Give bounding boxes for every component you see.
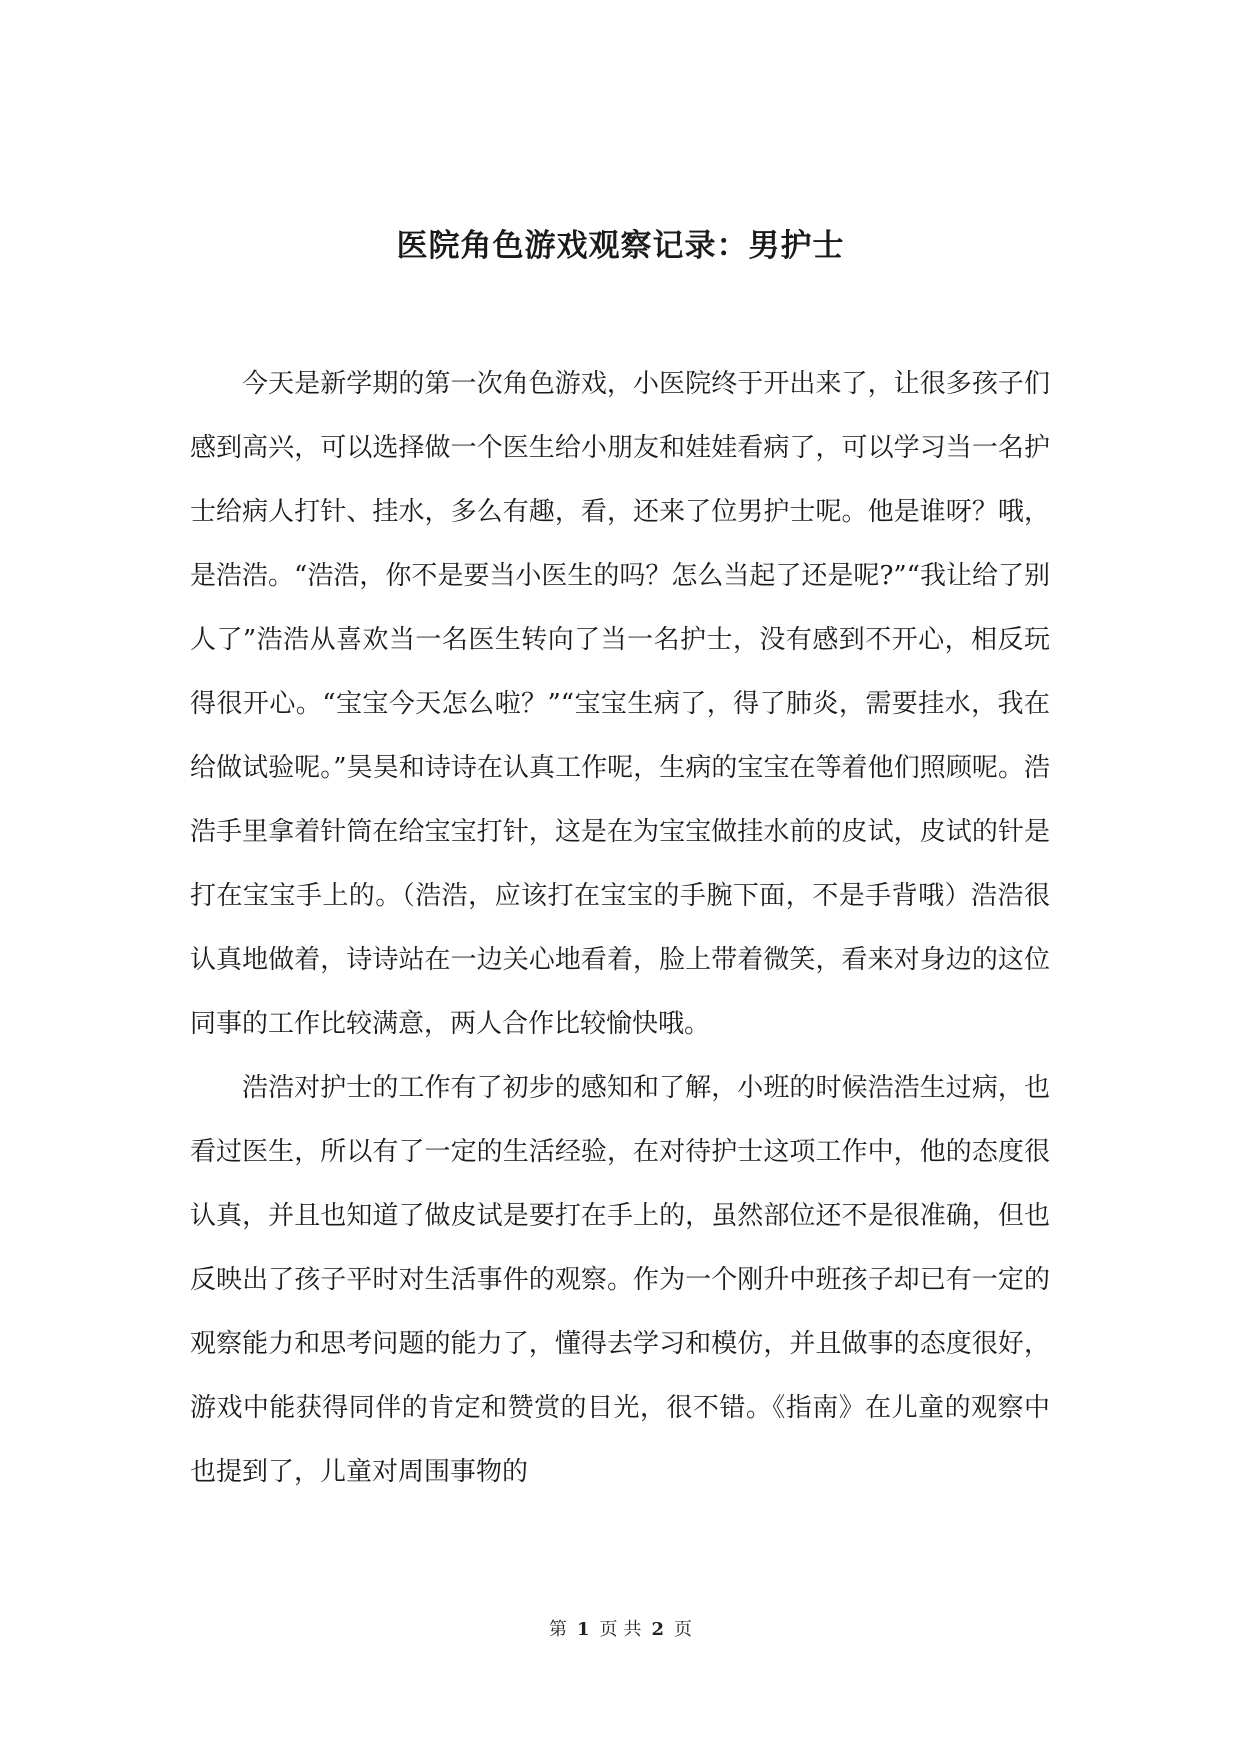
document-title: 医院角色游戏观察记录：男护士 (396, 228, 845, 264)
page-footer (0, 1618, 1241, 1642)
footer-page-word: 页 (599, 1619, 618, 1640)
paragraph-1: 今天是新学期的第一次角色游戏，小医院终于开出来了，让很多孩子们感到高兴，可以选择做一个医生给小朋友和娃娃看病了，可以学习当一名护士给病人打针、挂水，多么有趣，看，还来了位男护士呢。他是谁呀？哦，是浩浩。“浩浩，你不是要当小医生的吗？怎么当起了还是呢?”“我让给了别人了”浩浩从喜欢当一名医生转向了当一名护士，没有感到不开心，相反玩得很开心。“宝宝今天怎么啦？”“宝宝生病了，得了肺炎，需要挂水，我在给做试验呢。”昊昊和诗诗在认真工作呢，生病的宝宝在等着他们照顾呢。浩浩手里拿着针筒在给宝宝打针，这是在为宝宝做挂水前的皮试，皮试的针是打在宝宝手上的。（浩浩，应该打在宝宝的手腕下面，不是手背哦）浩浩很认真地做着，诗诗站在一边关心地看着，脸上带着微笑，看来对身边的这位同事的工作比较满意，两人合作比较愉快哦。 (190, 369, 1050, 1039)
document-body (190, 352, 1050, 1504)
footer-total-word: 共 (623, 1619, 642, 1640)
footer-page-word: 第 (548, 1619, 567, 1640)
footer-current-page: 1 (576, 1619, 590, 1640)
footer-total-pages: 2 (651, 1619, 665, 1640)
footer-page-word: 页 (674, 1619, 693, 1640)
paragraph-2: 浩浩对护士的工作有了初步的感知和了解，小班的时候浩浩生过病，也看过医生，所以有了一定的生活经验，在对待护士这项工作中，他的态度很认真，并且也知道了做皮试是要打在手上的，虽然部位还不是很准确，但也反映出了孩子平时对生活事件的观察。作为一个刚升中班孩子却已有一定的观察能力和思考问题的能力了，懂得去学习和模仿，并且做事的态度很好，游戏中能获得同伴的肯定和赞赏的目光，很不错。《指南》在儿童的观察中也提到了，儿童对周围事物的 (190, 1073, 1050, 1487)
